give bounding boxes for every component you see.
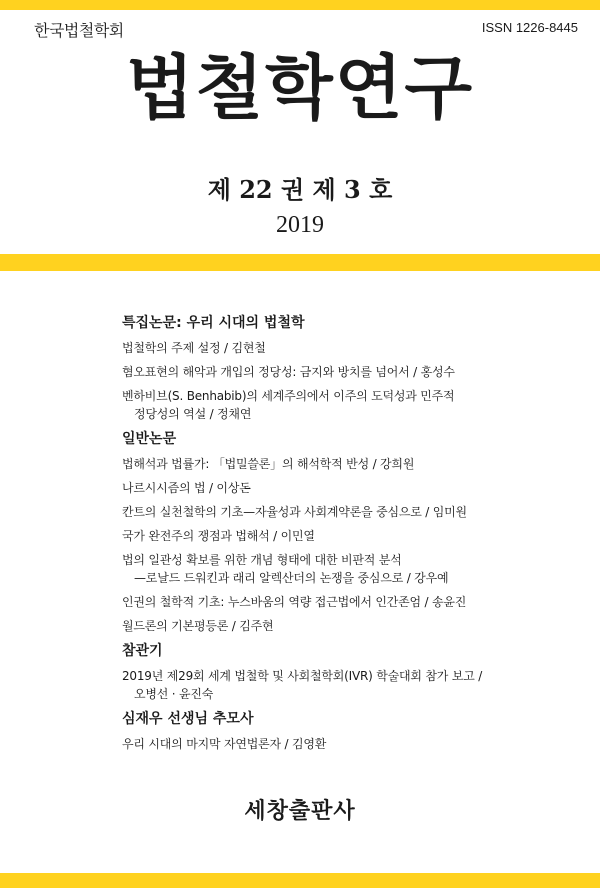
article-entry — [122, 527, 572, 545]
article-title-line: 법철학의 주제 설정 / 김현철 — [122, 341, 266, 355]
article-entry — [122, 479, 572, 497]
publisher-logo: 세창출판사 — [244, 799, 356, 824]
section-heading: 특집논문: 우리 시대의 법철학 — [122, 315, 305, 331]
article-title-line: 칸트의 실천철학의 기초—자율성과 사회계약론을 중심으로 / 임미원 — [122, 505, 467, 519]
article-title-line: 법해석과 법률가: 「법밀쓸론」의 해석학적 반성 / 강희원 — [122, 457, 415, 471]
article-entry — [122, 617, 572, 635]
society-name: 한국법철학회 — [34, 21, 124, 40]
article-entry — [122, 667, 572, 703]
bottom-yellow-band — [0, 873, 600, 888]
article-entry — [122, 363, 572, 381]
article-entry — [122, 503, 572, 521]
article-entry — [122, 735, 572, 753]
issn-number: ISSN 1226-8445 — [481, 20, 578, 35]
article-title-line: 우리 시대의 마지막 자연법론자 / 김영환 — [122, 737, 327, 751]
journal-title: 법철학연구 — [125, 47, 475, 129]
article-title-line: 나르시시즘의 법 / 이상돈 — [122, 481, 251, 495]
article-entry — [122, 339, 572, 357]
article-entry — [122, 387, 572, 423]
section-heading: 심재우 선생님 추모사 — [122, 711, 254, 727]
publication-year: 2019 — [276, 212, 324, 238]
article-title-line: 2019년 제29회 세계 법철학 및 사회철학회(IVR) 학술대회 참가 보고 / — [122, 669, 483, 683]
volume-issue: 제 22 권 제 3 호 — [207, 175, 393, 204]
section-heading: 일반논문 — [122, 431, 177, 447]
section-heading: 참관기 — [122, 643, 163, 659]
article-title-line: 인권의 철학적 기초: 누스바움의 역량 접근법에서 인간존엄 / 송윤진 — [122, 595, 467, 609]
top-yellow-band — [0, 0, 600, 10]
article-title-line: 국가 완전주의 쟁점과 법해석 / 이민열 — [122, 529, 315, 543]
article-entry — [122, 593, 572, 611]
article-title-line: 법의 일관성 확보를 위한 개념 형태에 대한 비판적 분석 — [122, 553, 402, 567]
table-of-contents — [122, 313, 572, 753]
article-title-line: 혐오표현의 해악과 개입의 정당성: 금지와 방치를 넘어서 / 홍성수 — [122, 365, 455, 379]
article-title-continuation: 정당성의 역설 / 정채연 — [134, 407, 252, 421]
article-entry — [122, 455, 572, 473]
article-title-continuation: 오병선 · 윤진숙 — [134, 687, 214, 701]
article-title-continuation: —로날드 드워킨과 래리 알렉산더의 논쟁을 중심으로 / 강우예 — [134, 571, 449, 585]
middle-yellow-band — [0, 254, 600, 271]
article-title-line: 벤하비브(S. Benhabib)의 세계주의에서 이주의 도덕성과 민주적 — [122, 389, 455, 403]
article-title-line: 월드론의 기본평등론 / 김주현 — [122, 619, 274, 633]
article-entry — [122, 551, 572, 587]
